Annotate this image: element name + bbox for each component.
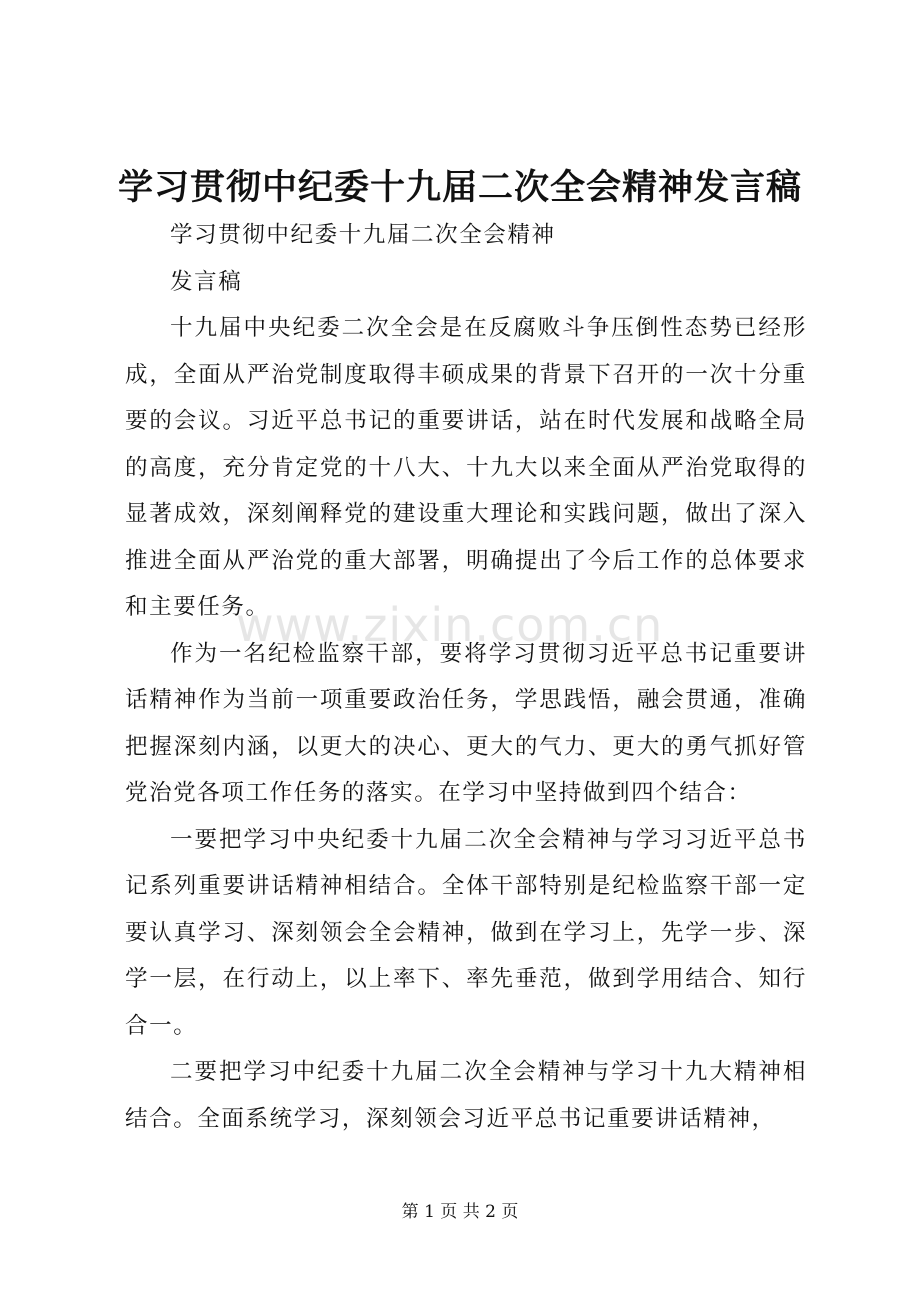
page-footer: 第 1 页 共 2 页: [401, 1202, 519, 1222]
watermark: www.zixin.com.cn: [236, 598, 664, 652]
paragraph-intro: 十九届中央纪委二次全会是在反腐败斗争压倒性态势已经形成，全面从严治党制度取得丰硕成果的背景下召开的一次十分重要的会议。习近平总书记的重要讲话，站在时代发展和战略全局的高度，充分肯定党的十八大、十九大以来全面从严治党取得的显著成效，深刻阐释党的建设重大理论和实践问题，做出了深入推进全面从严治党的重大部署，明确提出了今后工作的总体要求和主要任务。: [125, 315, 807, 620]
document-body: [125, 212, 807, 1142]
paragraph-subtitle-line2: 发言稿: [170, 268, 243, 295]
paragraph-subtitle-line1: 学习贯彻中纪委十九届二次全会精神: [170, 222, 556, 248]
page-title: 学习贯彻中纪委十九届二次全会精神发言稿: [117, 167, 802, 208]
paragraph-task: 作为一名纪检监察干部，要将学习贯彻习近平总书记重要讲话精神作为当前一项重要政治任务，学思践悟，融会贯通，准确把握深刻内涵，以更大的决心、更大的气力、更大的勇气抓好管党治党各项工作任务的落实。在学习中坚持做到四个结合：: [125, 640, 807, 806]
paragraph-point-one: 一要把学习中央纪委十九届二次全会精神与学习习近平总书记系列重要讲话精神相结合。全体干部特别是纪检监察干部一定要认真学习、深刻领会全会精神，做到在学习上，先学一步、深学一层，在行动上，以上率下、率先垂范，做到学用结合、知行合一。: [125, 826, 807, 1039]
paragraph-point-two: 二要把学习中纪委十九届二次全会精神与学习十九大精神相结合。全面系统学习，深刻领会习近平总书记重要讲话精神，: [125, 1059, 807, 1132]
